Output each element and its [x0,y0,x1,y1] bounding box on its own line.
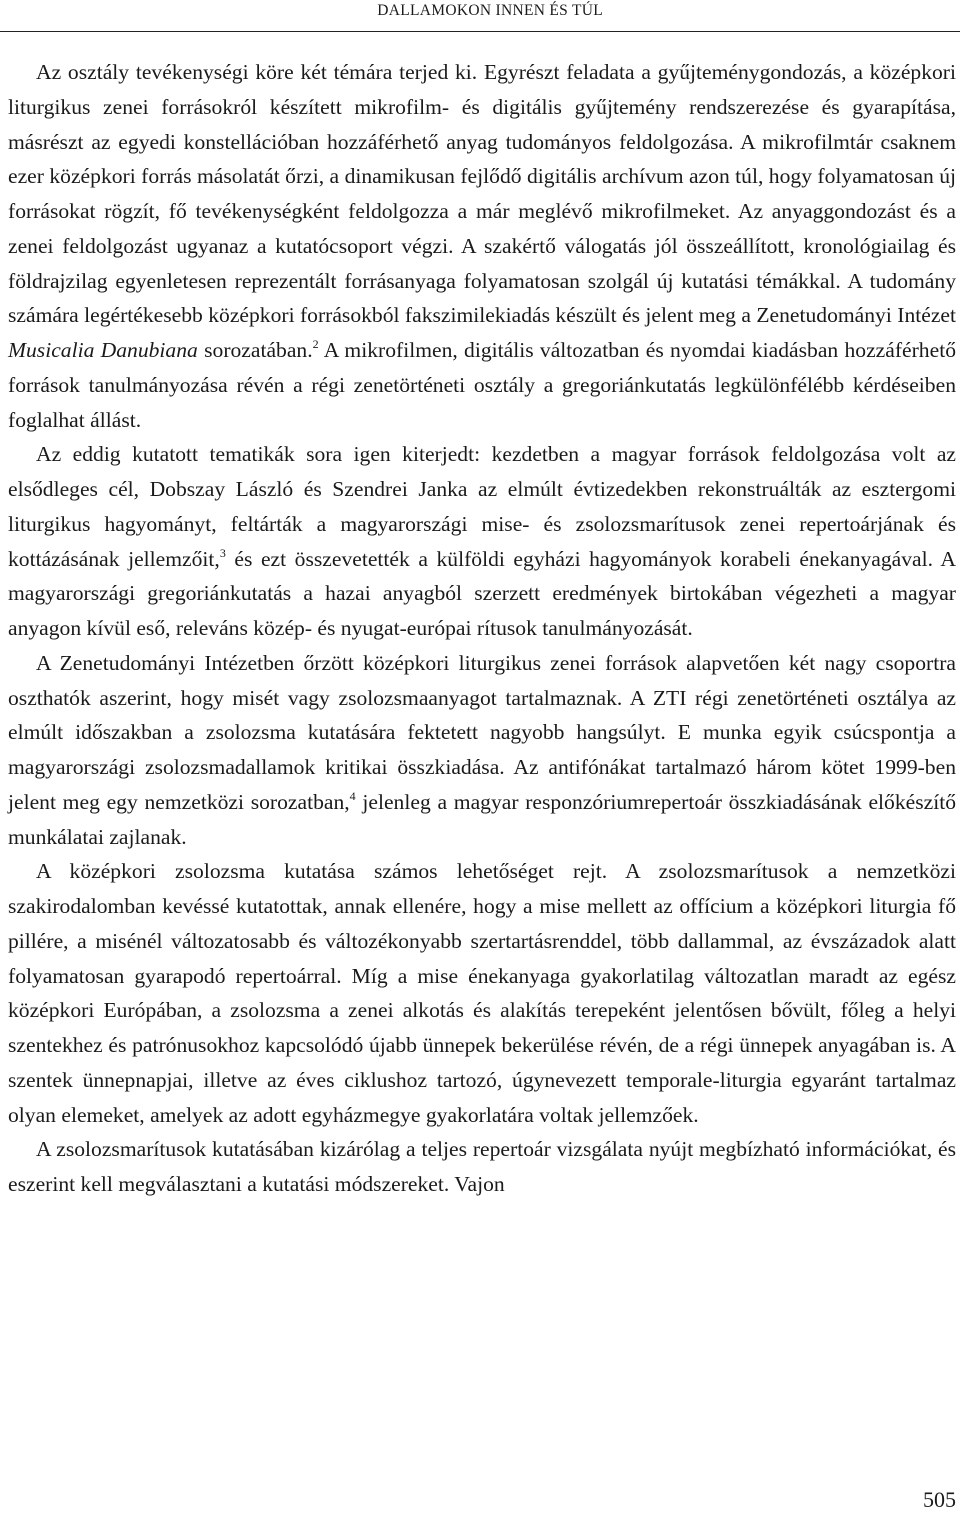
running-head: DALLAMOKON INNEN ÉS TÚL [377,2,603,19]
header-rule [0,31,960,32]
page-number: 505 [923,1487,956,1512]
footnote-ref-3[interactable]: 3 [219,545,226,560]
paragraph-2: Az eddig kutatott tematikák sora igen kiterjedt: kezdetben a magyar források feldolgozása volt az elsődleges cél, Dobszay László és Szendrei Janka az elmúlt évtizedekben rekonstruálták az esztergomi liturgikus hagyományt, feltárták a magyarországi mise- és zsolozsmarítusok zenei repertoárjának és kottázásának jellemzőit,$^3$ és ezt összevetették a külföldi egyházi hagyományok korabeli énekanyagával. A magyarországi gregoriánkutatás a hazai anyagból szerzett eredmények birtokában végezheti a magyar anyagon kívül eső, releváns közép- és nyugat-európai rítusok tanulmányozását. [8,442,957,640]
paragraph-3: A Zenetudományi Intézetben őrzött középkori liturgikus zenei források alapvetően két nagy csoportra oszthatók aszerint, hogy misét vagy zsolozsmaanyagot tartalmaznak. A ZTI régi zenetörténeti osztálya az elmúlt időszakban a zsolozsma kutatására fektetett nagyobb hangsúlyt. E munka egyik csúcspontja a magyarországi zsolozsmadallamok kritikai összkiadása. Az antifónákat tartalmazó három kötet 1999-ben jelent meg egy nemzetközi sorozatban,$^4$ jelenleg a magyar responzóriumrepertoár összkiadásának előkészítő munkálatai zajlanak. [8,650,956,849]
paragraph-5: A zsolozsmarítusok kutatásában kizárólag a teljes repertoár vizsgálata nyújt megbízható információkat, és eszerint kell megválasztani a kutatási módszereket. Vajon [8,1137,956,1196]
article-body [8,55,956,1202]
footnote-ref-4[interactable]: 4 [349,788,356,803]
paragraph-4: A középkori zsolozsma kutatása számos lehetőséget rejt. A zsolozsmarítusok a nemzetközi szakirodalomban kevéssé kutatottak, annak ellenére, hogy a mise mellett az offícium a középkori liturgia fő pillére, a misénél változatosabb és változékonyabb szertartásrenddel, több dallammal, az évszázadok alatt folyamatosan gyarapodó repertoárral. Míg a mise énekanyaga gyakorlatilag változatlan maradt az egész középkori Európában, a zsolozsma a zenei alkotás és alakítás terepeként jelentősen bővült, főleg a helyi szentekhez és patrónusokhoz kapcsolódó újabb ünnepek bekerülése révén, de a régi ünnepek anyagában is. A szentek ünnepnapjai, illetve az éves ciklushoz tartozó, úgynevezett temporale-liturgia egyaránt tartalmaz olyan elemeket, amelyek az adott egyházmegye gyakorlatára voltak jellemzőek. [8,859,956,1127]
paragraph-1: Az osztály tevékenységi köre két témára terjed ki. Egyrészt feladata a gyűjteménygondozás, a középkori liturgikus zenei forrásokról készített mikrofilm- és digitális gyűjtemény rendszerezése és gyarapítása, másrészt az egyedi konstellációban hozzáférhető anyag tudományos feldolgozása. A mikrofilmtár csaknem ezer középkori forrás másolatát őrzi, a dinamikusan fejlődő digitális archívum azon túl, hogy folyamatosan új forrásokat rögzít, fő tevékenységként feldolgozza a már meglévő mikrofilmeket. Az anyaggondozást és a zenei feldolgozást ugyanaz a kutatócsoport végzi. A szakértő válogatás jól összeállított, kronológiailag és földrajzilag egyenletesen reprezentált forrásanyaga folyamatosan szolgál új kutatási témákkal. A tudomány számára legértékesebb középkori forrásokból fakszimilekiadás készült és jelent meg a Zenetudományi Intézet Musicalia Danubiana sorozatában.$^2$ A mikrofilmen, digitális változatban és nyomdai kiadásban hozzáférhető források tanulmányozása révén a régi zenetörténeti osztály a gregoriánkutatás legkülönfélébb kérdéseiben foglalhat állást. [8,60,956,432]
series-title: Musicalia Danubiana [8,338,198,362]
footnote-ref-2[interactable]: 2 [312,337,319,351]
